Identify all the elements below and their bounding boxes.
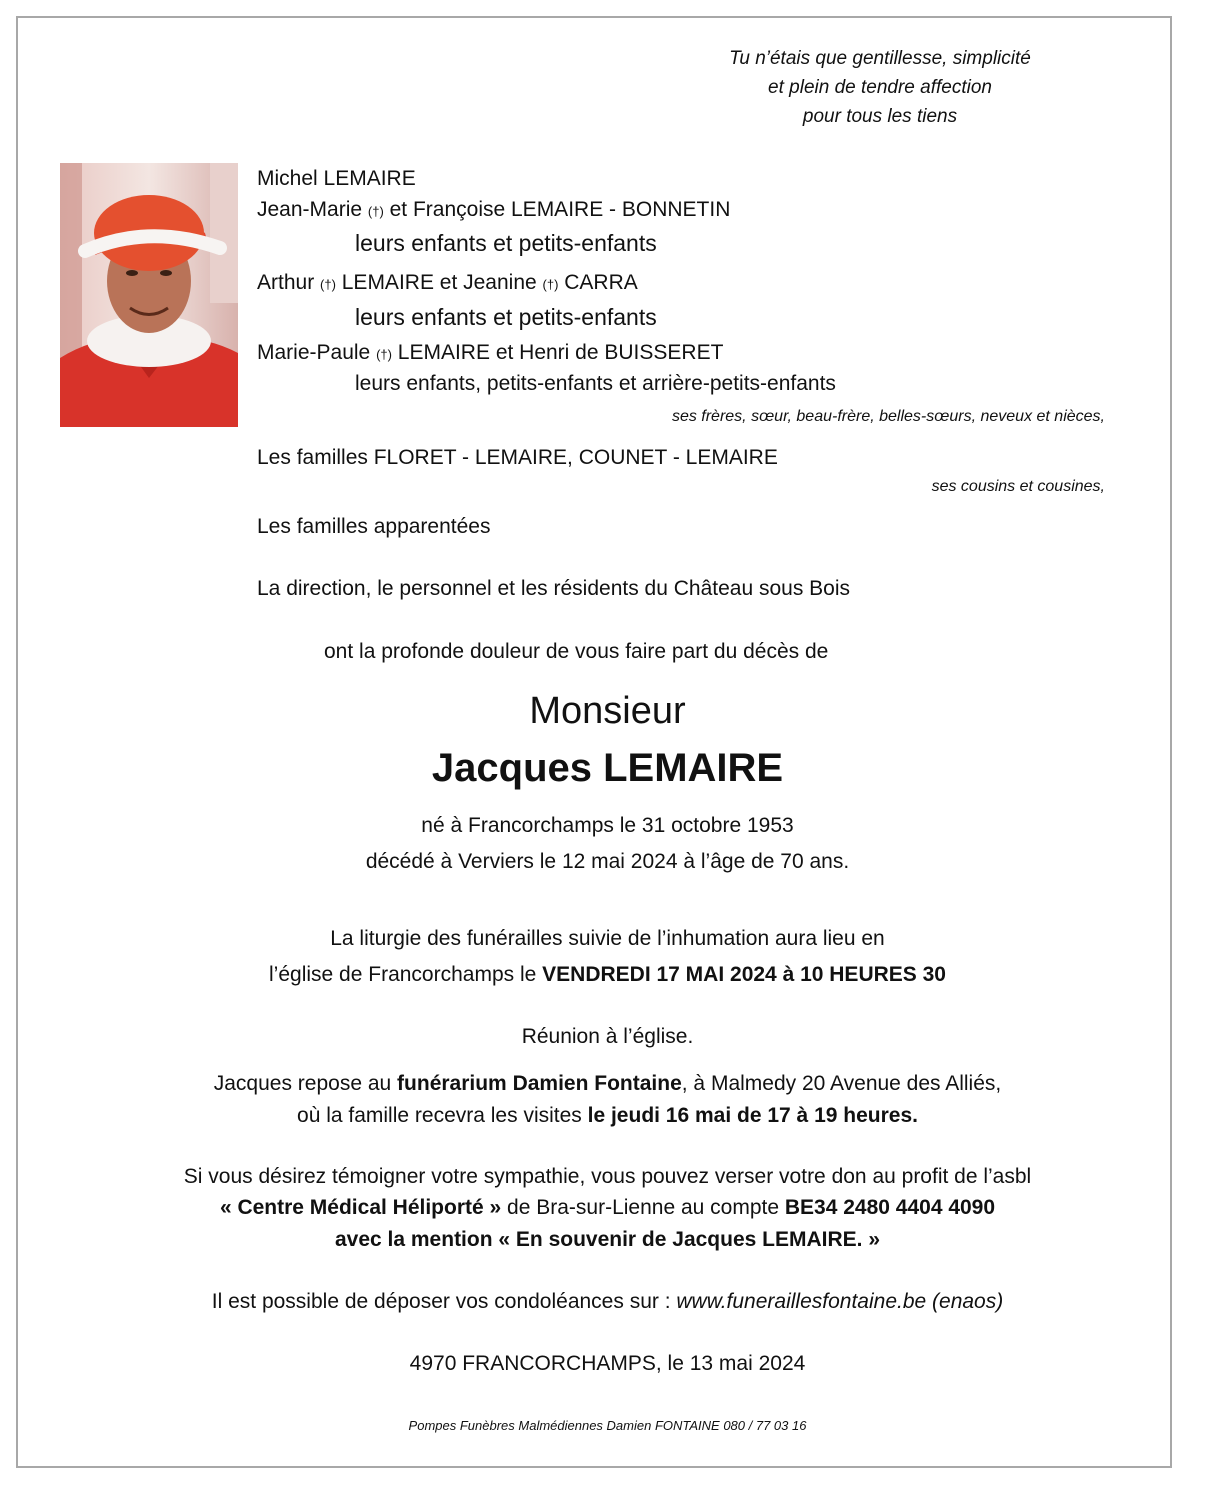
announcement: ont la profonde douleur de vous faire part du décès de	[324, 640, 829, 663]
liturgy-line-1: La liturgie des funérailles suivie de l’inhumation aura lieu en	[330, 927, 885, 950]
donation-line-1: Si vous désirez témoigner votre sympathie, vous pouvez verser votre don au profit de l’asbl	[183, 1165, 1032, 1188]
footer-undertaker: Pompes Funèbres Malmédiennes Damien FONTAINE 080 / 77 03 16	[408, 1418, 807, 1433]
title-monsieur: Monsieur	[529, 690, 686, 732]
family-arthur: Arthur (†) LEMAIRE et Jeanine (†) CARRA	[257, 271, 638, 294]
deceased-name: Jacques LEMAIRE	[431, 746, 784, 790]
repose-line-1: Jacques repose au funérarium Damien Fontaine, à Malmedy 20 Avenue des Alliés,	[213, 1072, 1002, 1095]
poem-line-1: Tu n’étais que gentillesse, simplicité	[729, 48, 1031, 69]
liturgy-line-2: l’église de Francorchamps le VENDREDI 17 MAI 2024 à 10 HEURES 30	[269, 963, 946, 986]
repose-line-2: où la famille recevra les visites le jeudi 16 mai de 17 à 19 heures.	[297, 1104, 918, 1127]
poem-line-2: et plein de tendre affection	[768, 77, 992, 98]
chateau-sous-bois: La direction, le personnel et les résidents du Château sous Bois	[257, 577, 851, 600]
family-michel: Michel LEMAIRE	[257, 167, 416, 190]
donation-line-3: avec la mention « En souvenir de Jacques LEMAIRE. »	[334, 1228, 880, 1251]
death-info: décédé à Verviers le 12 mai 2024 à l’âge de 70 ans.	[365, 850, 850, 873]
family-descendants-3: leurs enfants, petits-enfants et arrière-petits-enfants	[355, 372, 836, 395]
family-floret-counet: Les familles FLORET - LEMAIRE, COUNET - LEMAIRE	[257, 446, 778, 469]
siblings-note: ses frères, sœur, beau-frère, belles-sœurs, neveux et nièces,	[671, 408, 1105, 425]
condolences-link[interactable]: www.funeraillesfontaine.be (enaos)	[676, 1290, 1004, 1313]
family-related: Les familles apparentées	[257, 515, 491, 538]
donation-line-2: « Centre Médical Héliporté » de Bra-sur-Lienne au compte BE34 2480 4404 4090	[219, 1196, 996, 1219]
poem-line-3: pour tous les tiens	[802, 106, 958, 127]
cousins-note: ses cousins et cousines,	[931, 478, 1105, 495]
condolences-line: Il est possible de déposer vos condoléances sur : www.funeraillesfontaine.be (enaos)	[211, 1290, 1004, 1313]
portrait-photo	[60, 163, 238, 427]
place-and-date: 4970 FRANCORCHAMPS, le 13 mai 2024	[409, 1352, 806, 1375]
family-marie-paule: Marie-Paule (†) LEMAIRE et Henri de BUISSERET	[257, 341, 724, 364]
family-descendants-2: leurs enfants et petits-enfants	[355, 304, 657, 330]
family-descendants-1: leurs enfants et petits-enfants	[355, 230, 657, 256]
birth-info: né à Francorchamps le 31 octobre 1953	[421, 814, 794, 837]
family-jean-marie: Jean-Marie (†) et Françoise LEMAIRE - BONNETIN	[257, 198, 731, 221]
meeting-info: Réunion à l’église.	[521, 1025, 694, 1048]
